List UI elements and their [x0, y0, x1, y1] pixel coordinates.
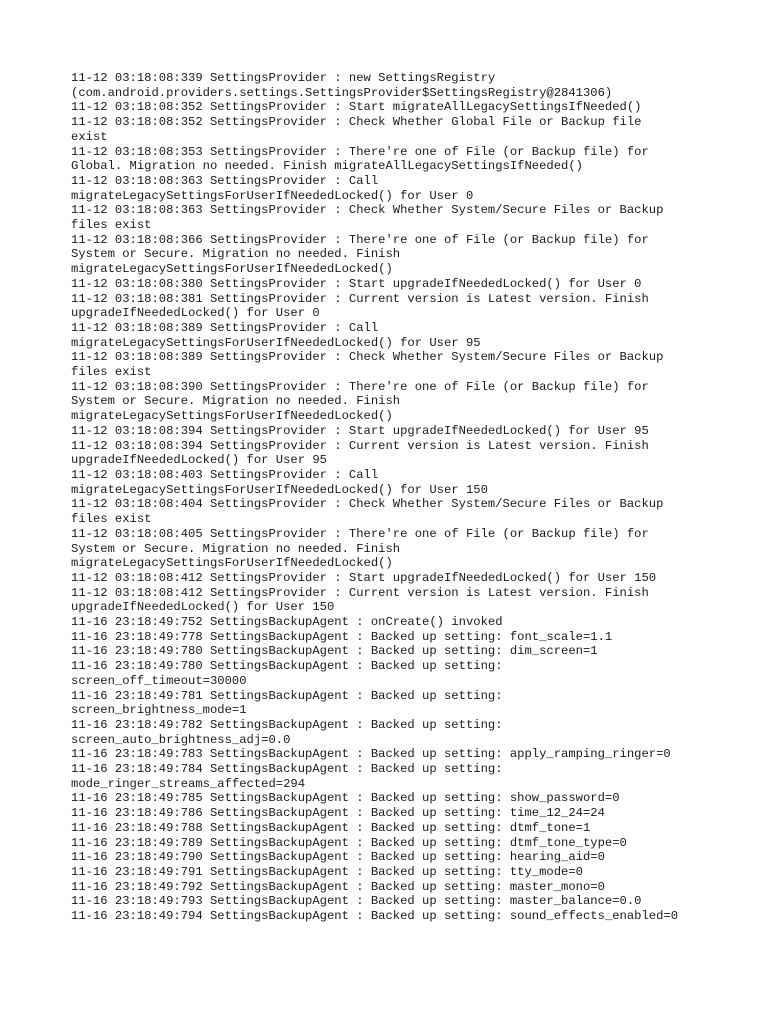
log-line: 11-12 03:18:08:353 SettingsProvider : There're one of File (or Backup file) for Global. Migration no needed. Finish migrateAllLegacySettingsIfNeeded(): [71, 144, 649, 174]
log-line: 11-12 03:18:08:380 SettingsProvider : Start upgradeIfNeededLocked() for User 0: [71, 276, 642, 291]
log-line: 11-12 03:18:08:352 SettingsProvider : Check Whether Global File or Backup file exist: [71, 115, 642, 144]
log-line: 11-12 03:18:08:412 SettingsProvider : Current version is Latest version. Finish upgradeIfNeededLocked() for User 150: [71, 585, 649, 615]
log-line: 11-16 23:18:49:789 SettingsBackupAgent : Backed up setting: dtmf_tone_type=0: [71, 835, 627, 850]
log-line: 11-12 03:18:08:394 SettingsProvider : Current version is Latest version. Finish upgradeIfNeededLocked() for User 95: [71, 438, 649, 468]
log-line: 11-16 23:18:49:782 SettingsBackupAgent : Backed up setting: screen_auto_brightness_adj=0.0: [71, 717, 503, 747]
log-line: 11-12 03:18:08:412 SettingsProvider : Start upgradeIfNeededLocked() for User 150: [71, 570, 657, 585]
log-line: 11-16 23:18:49:790 SettingsBackupAgent : Backed up setting: hearing_aid=0: [71, 850, 605, 865]
log-line: 11-16 23:18:49:781 SettingsBackupAgent : Backed up setting: screen_brightness_mode=1: [71, 688, 503, 718]
log-line: 11-12 03:18:08:405 SettingsProvider : There're one of File (or Backup file) for System or Secure. Migration no needed. Finish migrateLegacySettingsForUserIfNeededLocked(): [71, 526, 649, 571]
log-line: 11-12 03:18:08:389 SettingsProvider : Check Whether System/Secure Files or Backup files exist: [71, 350, 664, 380]
log-document: [71, 71, 711, 924]
log-line: 11-12 03:18:08:352 SettingsProvider : Start migrateAllLegacySettingsIfNeeded(): [71, 100, 642, 115]
log-line: 11-16 23:18:49:783 SettingsBackupAgent : Backed up setting: apply_ramping_ringer=0: [71, 747, 671, 762]
log-line: 11-12 03:18:08:389 SettingsProvider : Call migrateLegacySettingsForUserIfNeededLocked() for User 95: [71, 320, 481, 350]
log-line: 11-16 23:18:49:794 SettingsBackupAgent : Backed up setting: sound_effects_enabled=0: [71, 909, 679, 924]
log-line: 11-12 03:18:08:394 SettingsProvider : Start upgradeIfNeededLocked() for User 95: [71, 423, 649, 438]
log-line: 11-16 23:18:49:791 SettingsBackupAgent : Backed up setting: tty_mode=0: [71, 864, 583, 879]
log-line: 11-16 23:18:49:786 SettingsBackupAgent : Backed up setting: time_12_24=24: [71, 806, 605, 821]
log-line: 11-12 03:18:08:339 SettingsProvider : new SettingsRegistry (com.android.providers.settings.SettingsProvider$SettingsRegistry@2841306): [71, 71, 613, 100]
log-line: 11-12 03:18:08:404 SettingsProvider : Check Whether System/Secure Files or Backup files exist: [71, 497, 664, 527]
log-line: 11-16 23:18:49:792 SettingsBackupAgent : Backed up setting: master_mono=0: [71, 879, 605, 894]
log-line: 11-16 23:18:49:785 SettingsBackupAgent : Backed up setting: show_password=0: [71, 791, 620, 806]
log-line: 11-16 23:18:49:778 SettingsBackupAgent : Backed up setting: font_scale=1.1: [71, 629, 613, 644]
log-line: 11-16 23:18:49:784 SettingsBackupAgent : Backed up setting: mode_ringer_streams_affected=294: [71, 762, 503, 791]
log-line: 11-16 23:18:49:780 SettingsBackupAgent : Backed up setting: screen_off_timeout=30000: [71, 659, 503, 688]
log-line: 11-16 23:18:49:793 SettingsBackupAgent : Backed up setting: master_balance=0.0: [71, 894, 642, 909]
log-line: 11-12 03:18:08:363 SettingsProvider : Check Whether System/Secure Files or Backup files exist: [71, 203, 664, 233]
log-line: 11-16 23:18:49:752 SettingsBackupAgent : onCreate() invoked: [71, 615, 503, 630]
log-line: 11-12 03:18:08:366 SettingsProvider : There're one of File (or Backup file) for System or Secure. Migration no needed. Finish migrateLegacySettingsForUserIfNeededLocked(): [71, 232, 649, 277]
log-line: 11-12 03:18:08:363 SettingsProvider : Call migrateLegacySettingsForUserIfNeededLocked() for User 0: [71, 173, 474, 203]
log-line: 11-12 03:18:08:381 SettingsProvider : Current version is Latest version. Finish upgradeIfNeededLocked() for User 0: [71, 291, 649, 321]
log-line: 11-12 03:18:08:390 SettingsProvider : There're one of File (or Backup file) for System or Secure. Migration no needed. Finish migrateLegacySettingsForUserIfNeededLocked(): [71, 379, 649, 424]
log-line: 11-16 23:18:49:780 SettingsBackupAgent : Backed up setting: dim_screen=1: [71, 644, 598, 659]
log-line: 11-16 23:18:49:788 SettingsBackupAgent : Backed up setting: dtmf_tone=1: [71, 820, 591, 835]
log-line: 11-12 03:18:08:403 SettingsProvider : Call migrateLegacySettingsForUserIfNeededLocked() for User 150: [71, 467, 488, 497]
